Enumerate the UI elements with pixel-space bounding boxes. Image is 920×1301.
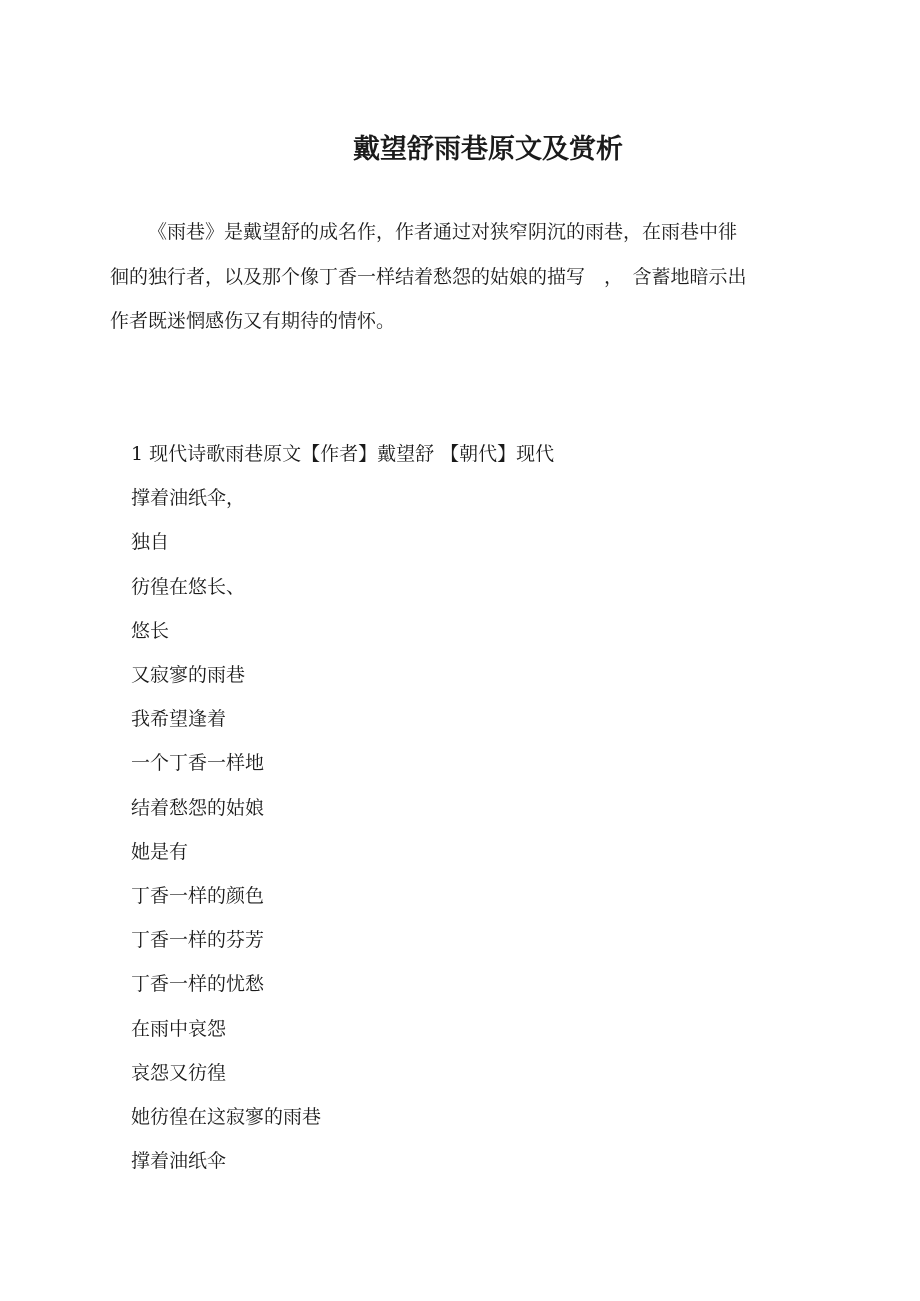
intro-line-3: 作者既迷惘感伤又有期待的情怀。 xyxy=(110,310,396,332)
poem-section xyxy=(131,432,554,1183)
document-title: 戴望舒雨巷原文及赏析 xyxy=(353,134,623,165)
poem-line: 又寂寥的雨巷 xyxy=(131,664,246,687)
poem-line: 一个丁香一样地 xyxy=(131,752,265,775)
poem-line: 哀怨又彷徨 xyxy=(131,1061,227,1084)
poem-line: 丁香一样的颜色 xyxy=(131,885,265,908)
poem-line: 撑着油纸伞 xyxy=(131,1150,227,1173)
poem-line: 她是有 xyxy=(131,840,189,863)
poem-heading: 1 现代诗歌雨巷原文【作者】戴望舒 【朝代】现代 xyxy=(131,443,555,465)
poem-line: 在雨中哀怨 xyxy=(131,1017,227,1040)
poem-line: 我希望逢着 xyxy=(131,708,227,731)
poem-line: 她彷徨在这寂寥的雨巷 xyxy=(131,1106,322,1129)
poem-line: 悠长 xyxy=(131,619,170,642)
intro-line-1: 《雨巷》是戴望舒的成名作，作者通过对狭窄阴沉的雨巷，在雨巷中徘 xyxy=(148,221,738,243)
intro-line-2: 徊的独行者，以及那个像丁香一样结着愁怨的姑娘的描写 ， 含蓄地暗示出 xyxy=(110,265,747,288)
poem-line: 撑着油纸伞， xyxy=(131,487,246,510)
intro-paragraph xyxy=(110,210,815,344)
poem-line: 彷徨在悠长、 xyxy=(131,575,246,598)
poem-line: 丁香一样的忧愁 xyxy=(131,973,265,996)
poem-line: 丁香一样的芬芳 xyxy=(131,929,265,952)
poem-line: 结着愁怨的姑娘 xyxy=(131,796,265,819)
poem-line: 独自 xyxy=(131,531,170,554)
